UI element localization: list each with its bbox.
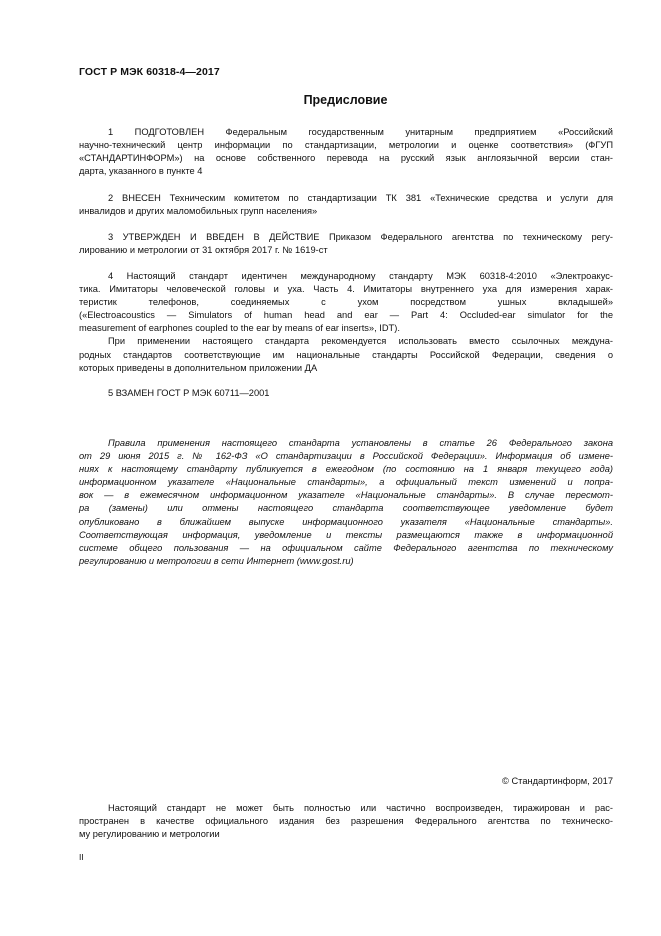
- text-line: системе общего пользования — на официальном сайте Федерального агентства по техническому: [79, 542, 613, 553]
- text-line: 3 УТВЕРЖДЕН И ВВЕДЕН В ДЕЙСТВИЕ Приказом Федерального агентства по техническому регу-: [108, 232, 613, 242]
- text-line: тика. Имитаторы человеческой головы и уха. Часть 4. Имитаторы внутреннего уха для измерения харак-: [79, 284, 613, 295]
- text-line: 5 ВЗАМЕН ГОСТ Р МЭК 60711—2001: [108, 388, 270, 398]
- section-title: Предисловие: [303, 93, 388, 107]
- copyright-notice: © Стандартинформ, 2017: [502, 776, 613, 786]
- text-line: Соответствующая информация, уведомление и тексты размещаются также в информационной: [79, 529, 613, 540]
- text-line: ра (замены) или отмены настоящего стандарта соответствующее уведомление будет: [79, 503, 613, 514]
- text-line: Правила применения настоящего стандарта установлены в статье 26 Федерального закона: [108, 438, 613, 448]
- preface-item-4: [79, 270, 613, 375]
- text-line: инвалидов и других маломобильных групп населения»: [79, 206, 318, 217]
- text-line: опубликовано в ближайшем выпуске информационного указателя «Национальные стандарты».: [79, 516, 613, 527]
- text-line: регулированию и метрологии в сети Интернет (www.gost.ru): [79, 555, 354, 566]
- text-line: 2 ВНЕСЕН Техническим комитетом по стандартизации ТК 381 «Технические средства и услуги для: [108, 193, 613, 203]
- preface-item-3: [79, 231, 613, 257]
- document-code: ГОСТ Р МЭК 60318-4—2017: [79, 66, 220, 78]
- preface-item-2: [79, 192, 613, 218]
- preface-item-5: [79, 387, 613, 400]
- text-line: научно-технический центр информации по стандартизации, метрологии и оценке соответствия» (ФГУП: [79, 140, 613, 151]
- text-line: теристик телефонов, соединяемых с ухом посредством ушных вкладышей»: [79, 297, 613, 308]
- legal-notice: [79, 437, 613, 568]
- text-line: Настоящий стандарт не может быть полностью или частично воспроизведен, тиражирован и рас-: [108, 803, 613, 813]
- text-line: которых приведены в дополнительном приложении ДА: [79, 362, 318, 373]
- text-line: вок — в ежемесячном информационном указателе «Национальные стандарты». В случае пересмот-: [79, 490, 613, 501]
- text-line: дарта, указанного в пункте 4: [79, 166, 203, 177]
- text-line: родных стандартов соответствующие им национальные стандарты Российской Федерации, сведения о: [79, 349, 613, 360]
- text-line: му регулированию и метрологии: [79, 829, 220, 840]
- preface-item-1: [79, 126, 613, 178]
- text-line: 1 ПОДГОТОВЛЕН Федеральным государственным унитарным предприятием «Российский: [108, 127, 613, 137]
- text-line: от 29 июня 2015 г. № 162-ФЗ «О стандартизации в Российской Федерации». Информация об измене-: [79, 451, 613, 462]
- text-line: 4 Настоящий стандарт идентичен международному стандарту МЭК 60318-4:2010 «Электроакус-: [108, 271, 613, 281]
- text-line: measurement of earphones coupled to the ear by means of ear inserts», IDT).: [79, 323, 400, 334]
- page-number: II: [79, 852, 84, 862]
- text-line: При применении настоящего стандарта рекомендуется использовать вместо ссылочных междуна-: [108, 336, 613, 347]
- text-line: лированию и метрологии от 31 октября 2017 г. № 1619-ст: [79, 245, 328, 256]
- reproduction-notice: [79, 802, 613, 841]
- text-line: («Electroacoustics — Simulators of human head and ear — Part 4: Occluded-ear simulator for the: [79, 310, 613, 321]
- text-line: «СТАНДАРТИНФОРМ») на основе собственного перевода на русский язык англоязычной версии стан-: [79, 153, 613, 164]
- text-line: пространен в качестве официального издания без разрешения Федерального агентства по техническо-: [79, 816, 613, 827]
- text-line: информационном указателе «Национальные стандарты», а официальный текст изменений и попра-: [79, 477, 613, 488]
- text-line: ниях к настоящему стандарту публикуется в ежегодном (по состоянию на 1 января текущего года): [79, 464, 613, 475]
